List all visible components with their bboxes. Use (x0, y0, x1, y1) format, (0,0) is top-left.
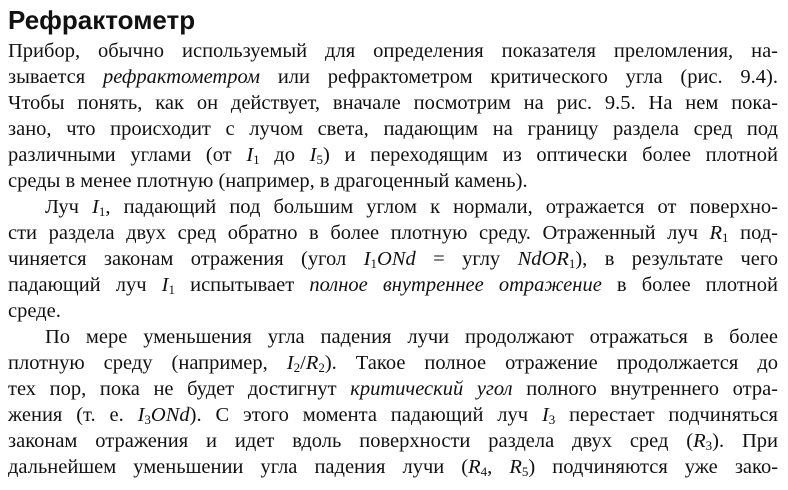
text-line: зано, что происходит с лучом света, падающим на границу раздела сред под (8, 118, 778, 140)
term-total-internal-reflection: полное внутреннее отражение (309, 274, 602, 296)
text-line: среде. (8, 300, 61, 322)
text-line: тех пор, пока не будет достигнут критический угол полного внутреннего отра- (8, 378, 779, 400)
text-line: плотную среду (например, $I_2/R_2$). Такое полное отражение продолжается до (8, 352, 779, 375)
text-line: Луч $I_1$, падающий под большим углом к нормали, отражается от поверхно- (45, 196, 778, 219)
text-line: чиняется законам отражения (угол $I_1ONd$ = углу NdOR$_1$), в результате чего (8, 248, 778, 271)
term-refractometer: рефрактометром (103, 66, 261, 88)
page-title: Рефрактометр (8, 5, 196, 35)
text-line: сти раздела двух сред обратно в более плотную среду. Отраженный луч $R_1$ под- (8, 222, 778, 245)
text-line: По мере уменьшения угла падения лучи продолжают отражаться в более (45, 326, 778, 348)
text-line: Чтобы понять, как он действует, вначале посмотрим на рис. 9.5. На нем пока- (8, 92, 778, 114)
text-line: дальнейшем уменьшении угла падения лучи ($R_4$, $R_5$) подчиняются уже зако- (8, 456, 779, 479)
text-line: законам отражения и идет вдоль поверхности раздела двух сред $(R_3)$. При (8, 430, 779, 453)
text-line: зывается рефрактометром или рефрактометром критического угла (рис. 9.4). (8, 66, 779, 88)
text-line: жения (т. е. $I_3ONd$). С этого момента падающий луч $I_3$ перестает подчиняться (8, 404, 778, 427)
term-critical-angle: критический угол (350, 378, 513, 400)
text-line: различными углами (от $I_1$ до $I_5$) и переходящим из оптически более плотной (8, 144, 778, 167)
text-line: среды в менее плотную (например, в драгоценный камень). (8, 170, 528, 192)
text-line: падающий луч $I_1$ испытывает полное внутреннее отражение в более плотной (8, 274, 778, 297)
text-line: Прибор, обычно используемый для определения показателя преломления, на- (8, 40, 778, 62)
